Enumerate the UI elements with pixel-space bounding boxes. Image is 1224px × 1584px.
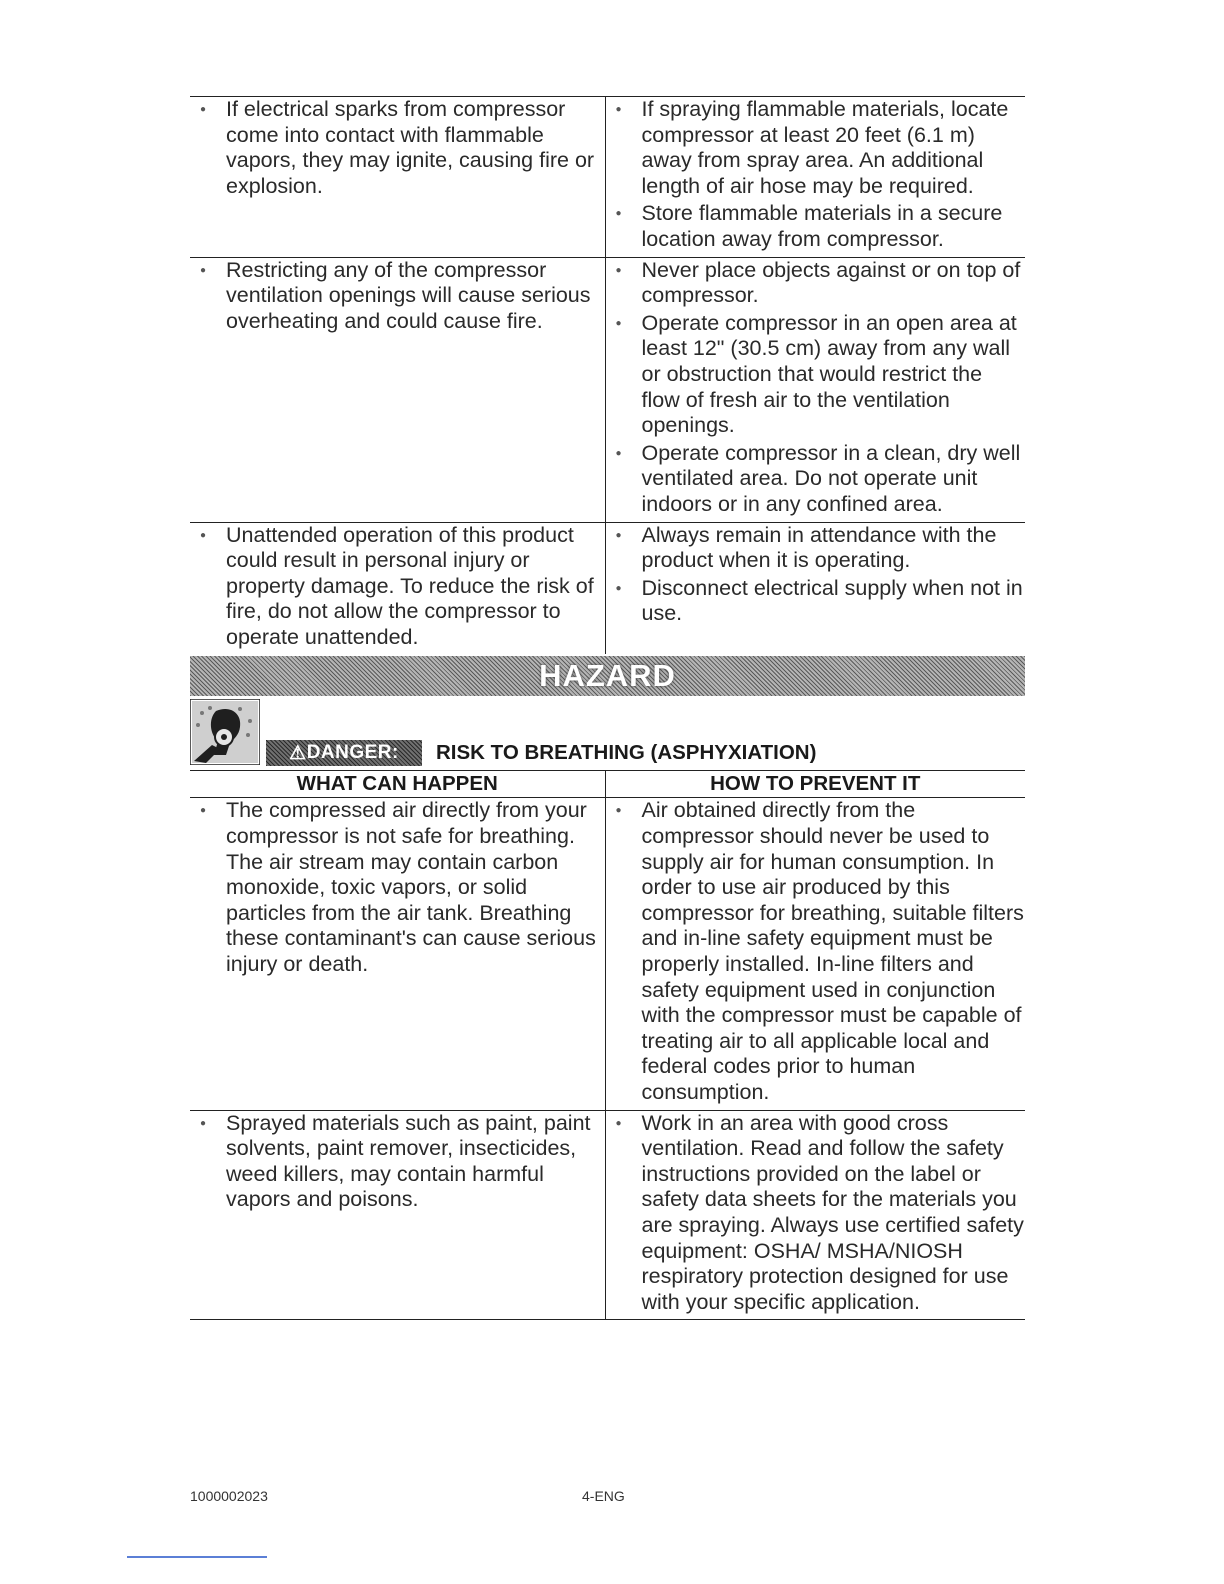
list-item: ● If electrical sparks from compressor come into contact with flammable vapors, they may ignite, causing fire or explosion. [190, 97, 605, 199]
list-item: ● Operate compressor in a clean, dry well ventilated area. Do not operate unit indoors or in any confined area. [606, 441, 1026, 518]
list-item: ● Never place objects against or on top of compressor. [606, 258, 1026, 309]
danger-header [190, 696, 1025, 770]
table-row [190, 97, 1025, 258]
hazard-banner [190, 656, 1025, 696]
fire-hazard-table [190, 96, 1025, 654]
list-item: ● Unattended operation of this product could result in personal injury or property damage. To reduce the risk of fire, do not allow the compressor to operate unattended. [190, 523, 605, 651]
how-to-prevent-cell [605, 97, 1025, 258]
column-header-what-can-happen: WHAT CAN HAPPEN [190, 771, 605, 798]
list-item: ● Store flammable materials in a secure location away from compressor. [606, 201, 1026, 252]
list-item: ● Operate compressor in an open area at least 12" (30.5 cm) away from any wall or obstruction that would restrict the flow of fresh air to the ventilation openings. [606, 311, 1026, 439]
page-number: 4-ENG [582, 1488, 625, 1504]
list-item: ● Work in an area with good cross ventilation. Read and follow the safety instructions provided on the label or safety data sheets for the materials you are spraying. Always use certified safety equipment: OSHA/ MSHA/NIOSH respiratory protection designed for use with your specific application. [606, 1111, 1026, 1316]
list-item: ● The compressed air directly from your compressor is not safe for breathing. The air stream may contain carbon monoxide, toxic vapors, or solid particles from the air tank. Breathing these contaminant's can cause serious injury or death. [190, 798, 605, 977]
warning-triangle-icon: ⚠ [289, 742, 307, 764]
what-can-happen-cell [190, 522, 605, 654]
list-item: ● Always remain in attendance with the product when it is operating. [606, 523, 1026, 574]
breathing-hazard-icon [190, 699, 260, 765]
page-content [190, 96, 1025, 1320]
how-to-prevent-cell [605, 798, 1025, 1110]
danger-badge [266, 740, 422, 766]
column-header-how-to-prevent: HOW TO PREVENT IT [605, 771, 1025, 798]
what-can-happen-cell [190, 798, 605, 1110]
what-can-happen-cell [190, 257, 605, 522]
table-row [190, 1110, 1025, 1320]
what-can-happen-cell [190, 97, 605, 258]
how-to-prevent-cell [605, 1110, 1025, 1320]
list-item: ● Sprayed materials such as paint, paint solvents, paint remover, insecticides, weed killers, may contain harmful vapors and poisons. [190, 1111, 605, 1213]
divider [127, 1556, 267, 1558]
hazard-banner-label: HAZARD [539, 658, 676, 694]
danger-badge-label: DANGER: [306, 742, 399, 764]
how-to-prevent-cell [605, 522, 1025, 654]
breathing-hazard-table [190, 770, 1025, 1320]
table-row [190, 257, 1025, 522]
how-to-prevent-cell [605, 257, 1025, 522]
table-row [190, 522, 1025, 654]
what-can-happen-cell [190, 1110, 605, 1320]
document-number: 1000002023 [190, 1488, 268, 1504]
list-item: ● Restricting any of the compressor ventilation openings will cause serious overheating and could cause fire. [190, 258, 605, 335]
list-item: ● If spraying flammable materials, locate compressor at least 20 feet (6.1 m) away from spray area. An additional length of air hose may be required. [606, 97, 1026, 199]
danger-title: RISK TO BREATHING (ASPHYXIATION) [436, 741, 817, 765]
list-item: ● Air obtained directly from the compressor should never be used to supply air for human consumption. In order to use air produced by this compressor for breathing, suitable filters and in-line safety equipment must be properly installed. In-line filters and safety equipment used in conjunction with the compressor must be capable of treating air to all applicable local and federal codes prior to human consumption. [606, 798, 1026, 1105]
table-header-row [190, 771, 1025, 798]
table-row [190, 798, 1025, 1110]
list-item: ● Disconnect electrical supply when not in use. [606, 576, 1026, 627]
